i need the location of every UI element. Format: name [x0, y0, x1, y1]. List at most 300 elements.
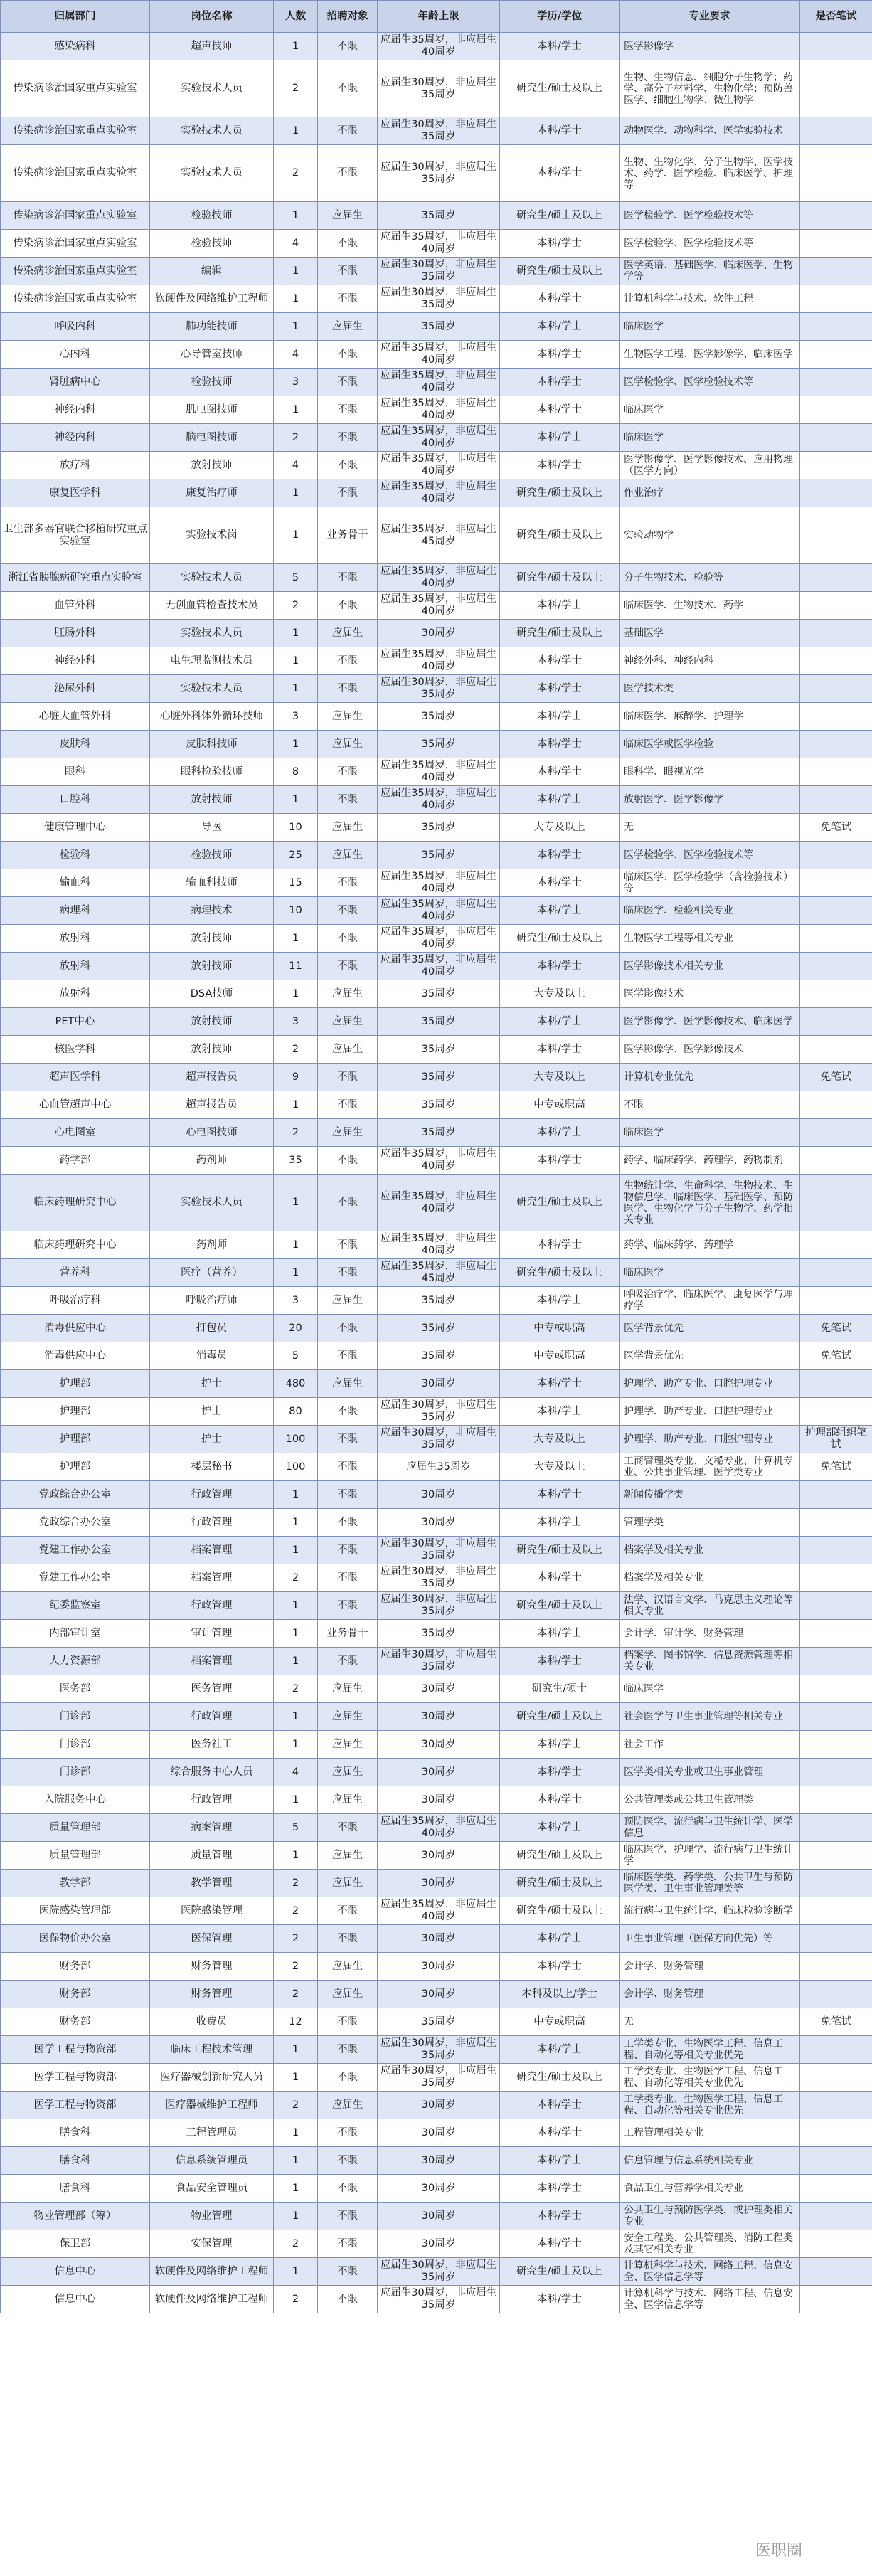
cell-major: 生物、生物化学、分子生物学、医学技术、药学、医学检验、临床医学、护理等: [620, 145, 800, 202]
cell-education: 本科/学士: [500, 1119, 620, 1147]
cell-major: 医学类相关专业或卫生事业管理: [620, 1759, 800, 1786]
cell-major: 临床医学: [620, 1675, 800, 1703]
cell-written-exam: [800, 675, 872, 703]
table-row: [1, 1259, 872, 1287]
cell-department: 超声医学科: [1, 1064, 150, 1091]
cell-count: 1: [274, 202, 318, 230]
cell-education: 研究生/硕士及以上: [500, 1842, 620, 1870]
cell-education: 大专及以上: [500, 1064, 620, 1091]
cell-age-limit: 30周岁: [378, 1675, 500, 1703]
cell-department: 内部审计室: [1, 1620, 150, 1648]
cell-age-limit: 30周岁: [378, 1953, 500, 1981]
cell-position: 脑电图技师: [150, 424, 274, 452]
cell-education: 大专及以上: [500, 1453, 620, 1481]
cell-department: 检验科: [1, 842, 150, 869]
cell-department: 保卫部: [1, 2230, 150, 2258]
cell-written-exam: [800, 897, 872, 925]
cell-age-limit: 应届生35周岁，非应届生40周岁: [378, 369, 500, 396]
table-row: [1, 1231, 872, 1259]
table-row: [1, 1675, 872, 1703]
cell-count: 1: [274, 647, 318, 675]
cell-age-limit: 应届生30周岁，非应届生35周岁: [378, 1592, 500, 1620]
cell-department: 心电图室: [1, 1119, 150, 1147]
cell-education: 本科/学士: [500, 953, 620, 980]
cell-education: 本科/学士: [500, 758, 620, 786]
cell-count: 1: [274, 731, 318, 758]
cell-written-exam: 免笔试: [800, 814, 872, 842]
cell-written-exam: [800, 703, 872, 731]
cell-major: 社会医学与卫生事业管理等相关专业: [620, 1703, 800, 1731]
cell-major: 流行病与卫生统计学、临床检验诊断学: [620, 1897, 800, 1925]
cell-target: 不限: [318, 925, 378, 953]
header-position: 岗位名称: [150, 1, 274, 33]
cell-count: 4: [274, 341, 318, 369]
cell-position: 皮肤科技师: [150, 731, 274, 758]
cell-position: 物业管理: [150, 2203, 274, 2230]
cell-department: PET中心: [1, 1008, 150, 1036]
cell-education: 本科/学士: [500, 1509, 620, 1537]
cell-major: 社会工作: [620, 1731, 800, 1759]
cell-education: 本科/学士: [500, 703, 620, 731]
header-age-limit: 年龄上限: [378, 1, 500, 33]
cell-major: 作业治疗: [620, 479, 800, 507]
cell-department: 呼吸治疗科: [1, 1287, 150, 1315]
cell-count: 2: [274, 2286, 318, 2313]
cell-written-exam: 免笔试: [800, 1453, 872, 1481]
cell-target: 不限: [318, 647, 378, 675]
cell-major: 神经外科、神经内科: [620, 647, 800, 675]
cell-written-exam: [800, 1953, 872, 1981]
cell-count: 100: [274, 1453, 318, 1481]
cell-education: 本科/学士: [500, 1147, 620, 1175]
cell-count: 1: [274, 2147, 318, 2175]
cell-major: 临床医学、生物技术、药学: [620, 592, 800, 620]
cell-education: 本科/学士: [500, 842, 620, 869]
cell-education: 本科/学士: [500, 1620, 620, 1648]
cell-department: 临床药理研究中心: [1, 1231, 150, 1259]
cell-position: 输血科技师: [150, 869, 274, 897]
cell-major: 临床医学: [620, 313, 800, 341]
table-row: [1, 1175, 872, 1231]
cell-count: 10: [274, 814, 318, 842]
cell-written-exam: 免笔试: [800, 1342, 872, 1370]
cell-target: 不限: [318, 1231, 378, 1259]
cell-count: 1: [274, 1731, 318, 1759]
cell-age-limit: 30周岁: [378, 1842, 500, 1870]
cell-target: 不限: [318, 1259, 378, 1287]
table-row: [1, 1315, 872, 1342]
cell-written-exam: [800, 1786, 872, 1814]
cell-written-exam: [800, 2119, 872, 2147]
table-row: [1, 1703, 872, 1731]
cell-position: 放射技师: [150, 953, 274, 980]
cell-target: 应届生: [318, 2092, 378, 2119]
table-row: [1, 2119, 872, 2147]
cell-age-limit: 30周岁: [378, 1925, 500, 1953]
cell-age-limit: 应届生35周岁，非应届生40周岁: [378, 1897, 500, 1925]
cell-major: 放射医学、医学影像学: [620, 786, 800, 814]
cell-major: 临床医学: [620, 396, 800, 424]
cell-written-exam: [800, 1481, 872, 1509]
cell-target: 应届生: [318, 814, 378, 842]
cell-education: 本科/学士: [500, 313, 620, 341]
cell-major: 医学影像学、医学影像技术: [620, 1036, 800, 1064]
cell-target: 不限: [318, 1897, 378, 1925]
cell-target: 不限: [318, 2286, 378, 2313]
cell-count: 1: [274, 1703, 318, 1731]
cell-department: 输血科: [1, 869, 150, 897]
cell-written-exam: [800, 1509, 872, 1537]
cell-position: 打包员: [150, 1315, 274, 1342]
cell-target: 不限: [318, 2119, 378, 2147]
cell-department: 门诊部: [1, 1731, 150, 1759]
cell-count: 10: [274, 897, 318, 925]
cell-target: 不限: [318, 258, 378, 285]
cell-position: 医务社工: [150, 1731, 274, 1759]
cell-position: 行政管理: [150, 1481, 274, 1509]
cell-target: 不限: [318, 1481, 378, 1509]
cell-target: 不限: [318, 1175, 378, 1231]
cell-major: 生物医学工程等相关专业: [620, 925, 800, 953]
cell-written-exam: [800, 2258, 872, 2286]
cell-age-limit: 应届生35周岁，非应届生40周岁: [378, 953, 500, 980]
cell-position: 行政管理: [150, 1786, 274, 1814]
cell-written-exam: [800, 369, 872, 396]
table-row: [1, 145, 872, 202]
cell-major: 工学类专业、生物医学工程、信息工程、自动化等相关专业优先: [620, 2092, 800, 2119]
cell-education: 本科/学士: [500, 285, 620, 313]
cell-major: 不限: [620, 1091, 800, 1119]
cell-position: 眼科检验技师: [150, 758, 274, 786]
cell-written-exam: [800, 60, 872, 117]
cell-age-limit: 35周岁: [378, 1620, 500, 1648]
cell-age-limit: 35周岁: [378, 1064, 500, 1091]
cell-age-limit: 30周岁: [378, 1509, 500, 1537]
cell-target: 不限: [318, 1925, 378, 1953]
cell-major: 计算机科学与技术、软件工程: [620, 285, 800, 313]
cell-count: 35: [274, 1147, 318, 1175]
cell-target: 不限: [318, 1814, 378, 1842]
cell-department: 人力资源部: [1, 1648, 150, 1675]
cell-education: 本科/学士: [500, 897, 620, 925]
cell-major: 计算机科学与技术、网络工程、信息安全、医学信息学等: [620, 2258, 800, 2286]
cell-position: 放射技师: [150, 925, 274, 953]
cell-department: 心脏大血管外科: [1, 703, 150, 731]
cell-department: 临床药理研究中心: [1, 1175, 150, 1231]
cell-education: 本科/学士: [500, 1008, 620, 1036]
cell-department: 口腔科: [1, 786, 150, 814]
table-row: [1, 1620, 872, 1648]
cell-department: 党建工作办公室: [1, 1564, 150, 1592]
cell-age-limit: 35周岁: [378, 731, 500, 758]
cell-age-limit: 应届生30周岁，非应届生35周岁: [378, 1398, 500, 1426]
table-row: [1, 452, 872, 479]
cell-position: 实验技术人员: [150, 60, 274, 117]
cell-target: 不限: [318, 1592, 378, 1620]
cell-position: 行政管理: [150, 1509, 274, 1537]
table-row: [1, 897, 872, 925]
cell-target: 应届生: [318, 842, 378, 869]
cell-target: 应届生: [318, 703, 378, 731]
cell-age-limit: 应届生30周岁，非应届生35周岁: [378, 2286, 500, 2313]
cell-position: 放射技师: [150, 786, 274, 814]
cell-count: 2: [274, 2092, 318, 2119]
cell-count: 2: [274, 1564, 318, 1592]
cell-department: 医务部: [1, 1675, 150, 1703]
cell-count: 1: [274, 117, 318, 145]
cell-position: 安保管理: [150, 2230, 274, 2258]
cell-written-exam: [800, 1175, 872, 1231]
table-row: [1, 396, 872, 424]
cell-position: 放射技师: [150, 452, 274, 479]
cell-written-exam: [800, 2203, 872, 2230]
cell-education: 大专及以上: [500, 814, 620, 842]
cell-age-limit: 30周岁: [378, 2203, 500, 2230]
cell-count: 9: [274, 1064, 318, 1091]
cell-position: 收费员: [150, 2008, 274, 2036]
cell-major: 档案学、图书馆学、信息资源管理等相关专业: [620, 1648, 800, 1675]
cell-age-limit: 应届生30周岁，非应届生35周岁: [378, 2064, 500, 2092]
cell-position: 导医: [150, 814, 274, 842]
cell-target: 不限: [318, 2064, 378, 2092]
header-count: 人数: [274, 1, 318, 33]
cell-target: 不限: [318, 786, 378, 814]
table-row: [1, 1008, 872, 1036]
cell-department: 传染病诊治国家重点实验室: [1, 60, 150, 117]
table-row: [1, 1537, 872, 1564]
cell-major: 临床医学: [620, 1259, 800, 1287]
cell-department: 药学部: [1, 1147, 150, 1175]
cell-target: 不限: [318, 1342, 378, 1370]
cell-position: 实验技术人员: [150, 620, 274, 647]
cell-written-exam: [800, 1008, 872, 1036]
cell-written-exam: [800, 313, 872, 341]
table-row: [1, 230, 872, 258]
cell-count: 1: [274, 1842, 318, 1870]
cell-education: 研究生/硕士及以上: [500, 564, 620, 592]
cell-target: 应届生: [318, 1731, 378, 1759]
cell-department: 入院服务中心: [1, 1786, 150, 1814]
cell-major: 工学类专业、生物医学工程、信息工程、自动化等相关专业优先: [620, 2036, 800, 2064]
cell-education: 研究生/硕士及以上: [500, 1175, 620, 1231]
cell-position: 检验技师: [150, 369, 274, 396]
header-department: 归属部门: [1, 1, 150, 33]
cell-department: 泌尿外科: [1, 675, 150, 703]
cell-age-limit: 30周岁: [378, 2092, 500, 2119]
cell-position: 编辑: [150, 258, 274, 285]
cell-written-exam: [800, 1147, 872, 1175]
table-row: [1, 703, 872, 731]
cell-position: 行政管理: [150, 1592, 274, 1620]
cell-count: 1: [274, 1509, 318, 1537]
cell-position: 超声技师: [150, 33, 274, 60]
cell-department: 膳食科: [1, 2147, 150, 2175]
cell-age-limit: 应届生30周岁，非应届生35周岁: [378, 1426, 500, 1453]
cell-department: 财务部: [1, 1981, 150, 2008]
cell-department: 呼吸内科: [1, 313, 150, 341]
cell-target: 不限: [318, 1147, 378, 1175]
cell-major: 临床医学类、药学类、公共卫生与预防医学类、卫生事业管理类等: [620, 1870, 800, 1897]
cell-age-limit: 30周岁: [378, 1981, 500, 2008]
cell-age-limit: 应届生30周岁，非应届生35周岁: [378, 2036, 500, 2064]
cell-major: 管理学类: [620, 1509, 800, 1537]
cell-major: 工学类专业、生物医学工程、信息工程、自动化等相关专业优先: [620, 2064, 800, 2092]
cell-department: 传染病诊治国家重点实验室: [1, 117, 150, 145]
cell-written-exam: [800, 1620, 872, 1648]
cell-count: 25: [274, 842, 318, 869]
cell-written-exam: [800, 1398, 872, 1426]
cell-position: 检验技师: [150, 230, 274, 258]
table-row: [1, 369, 872, 396]
cell-age-limit: 应届生35周岁，非应届生40周岁: [378, 592, 500, 620]
cell-position: 医院感染管理: [150, 1897, 274, 1925]
cell-written-exam: [800, 396, 872, 424]
cell-target: 不限: [318, 1509, 378, 1537]
cell-position: 档案管理: [150, 1537, 274, 1564]
cell-age-limit: 应届生30周岁，非应届生35周岁: [378, 1564, 500, 1592]
cell-written-exam: [800, 285, 872, 313]
cell-count: 4: [274, 452, 318, 479]
cell-major: 眼科学、眼视光学: [620, 758, 800, 786]
header-education: 学历/学位: [500, 1, 620, 33]
table-row: [1, 564, 872, 592]
table-row: [1, 117, 872, 145]
table-row: [1, 2036, 872, 2064]
cell-written-exam: [800, 1703, 872, 1731]
cell-department: 消毒供应中心: [1, 1315, 150, 1342]
table-row: [1, 1287, 872, 1315]
table-row: [1, 258, 872, 285]
cell-age-limit: 35周岁: [378, 202, 500, 230]
cell-major: 医学背景优先: [620, 1315, 800, 1342]
cell-age-limit: 35周岁: [378, 1287, 500, 1315]
cell-major: 会计学、审计学、财务管理: [620, 1620, 800, 1648]
cell-count: 1: [274, 258, 318, 285]
cell-education: 本科/学士: [500, 2119, 620, 2147]
cell-written-exam: [800, 1537, 872, 1564]
cell-position: 信息系统管理员: [150, 2147, 274, 2175]
cell-age-limit: 应届生35周岁，非应届生40周岁: [378, 925, 500, 953]
cell-education: 本科/学士: [500, 1814, 620, 1842]
cell-age-limit: 应届生35周岁，非应届生40周岁: [378, 452, 500, 479]
cell-position: 病案管理: [150, 1814, 274, 1842]
table-row: [1, 1481, 872, 1509]
cell-major: 医学影像学、医学影像技术、应用物理（医学方向）: [620, 452, 800, 479]
cell-education: 研究生/硕士及以上: [500, 620, 620, 647]
cell-position: 财务管理: [150, 1981, 274, 2008]
cell-target: 不限: [318, 1064, 378, 1091]
cell-age-limit: 应届生35周岁，非应届生40周岁: [378, 647, 500, 675]
cell-target: 不限: [318, 285, 378, 313]
cell-target: 不限: [318, 953, 378, 980]
cell-education: 研究生/硕士: [500, 1675, 620, 1703]
cell-department: 护理部: [1, 1453, 150, 1481]
cell-target: 不限: [318, 2036, 378, 2064]
cell-department: 神经内科: [1, 396, 150, 424]
cell-position: 护士: [150, 1370, 274, 1398]
cell-target: 应届生: [318, 1786, 378, 1814]
cell-position: DSA技师: [150, 980, 274, 1008]
cell-department: 放射科: [1, 980, 150, 1008]
cell-target: 应届生: [318, 1036, 378, 1064]
table-row: [1, 1786, 872, 1814]
cell-written-exam: [800, 758, 872, 786]
cell-count: 1: [274, 507, 318, 564]
cell-education: 本科/学士: [500, 647, 620, 675]
cell-major: 护理学、助产专业、口腔护理专业: [620, 1370, 800, 1398]
cell-written-exam: [800, 1842, 872, 1870]
cell-age-limit: 应届生35周岁，非应届生40周岁: [378, 869, 500, 897]
table-row: [1, 842, 872, 869]
cell-target: 应届生: [318, 620, 378, 647]
cell-position: 行政管理: [150, 1703, 274, 1731]
table-row: [1, 2203, 872, 2230]
cell-position: 检验技师: [150, 842, 274, 869]
cell-major: 药学、临床药学、药理学、药物制剂: [620, 1147, 800, 1175]
table-row: [1, 814, 872, 842]
cell-department: 放射科: [1, 953, 150, 980]
cell-position: 财务管理: [150, 1953, 274, 1981]
table-row: [1, 1897, 872, 1925]
cell-department: 门诊部: [1, 1703, 150, 1731]
watermark-text: 医职圈: [755, 2542, 803, 2560]
table-row: [1, 953, 872, 980]
cell-education: 研究生/硕士及以上: [500, 60, 620, 117]
cell-target: 不限: [318, 675, 378, 703]
table-row: [1, 1342, 872, 1370]
cell-count: 2: [274, 1119, 318, 1147]
cell-education: 本科/学士: [500, 1036, 620, 1064]
cell-count: 3: [274, 1008, 318, 1036]
cell-major: 生物医学工程、医学影像学、临床医学: [620, 341, 800, 369]
cell-major: 生物、生物信息、细胞分子生物学；药学、高分子材料学、生物化学；预防兽医学、细胞生物学、微生物学: [620, 60, 800, 117]
cell-department: 护理部: [1, 1370, 150, 1398]
cell-department: 浙江省胰腺病研究重点实验室: [1, 564, 150, 592]
header-written-exam: 是否笔试: [800, 1, 872, 33]
cell-age-limit: 应届生35周岁，非应届生40周岁: [378, 758, 500, 786]
cell-education: 研究生/硕士及以上: [500, 2064, 620, 2092]
cell-education: 大专及以上: [500, 980, 620, 1008]
cell-education: 本科/学士: [500, 1953, 620, 1981]
cell-count: 1: [274, 786, 318, 814]
cell-written-exam: [800, 117, 872, 145]
table-row: [1, 1370, 872, 1398]
cell-target: 应届生: [318, 1759, 378, 1786]
cell-education: 中专或职高: [500, 1091, 620, 1119]
cell-education: 本科/学士: [500, 1370, 620, 1398]
cell-age-limit: 30周岁: [378, 1759, 500, 1786]
table-row: [1, 2092, 872, 2119]
cell-written-exam: [800, 647, 872, 675]
cell-count: 1: [274, 285, 318, 313]
cell-position: 实验技术岗: [150, 507, 274, 564]
cell-department: 物业管理部（筹）: [1, 2203, 150, 2230]
cell-position: 楼层秘书: [150, 1453, 274, 1481]
cell-target: 不限: [318, 2147, 378, 2175]
cell-position: 实验技术人员: [150, 145, 274, 202]
cell-target: 不限: [318, 2230, 378, 2258]
table-row: [1, 1036, 872, 1064]
cell-education: 大专及以上: [500, 1426, 620, 1453]
table-row: [1, 1648, 872, 1675]
cell-written-exam: [800, 2230, 872, 2258]
cell-written-exam: [800, 1675, 872, 1703]
cell-written-exam: [800, 1925, 872, 1953]
cell-education: 本科/学士: [500, 1925, 620, 1953]
cell-target: 应届生: [318, 731, 378, 758]
cell-count: 1: [274, 1091, 318, 1119]
cell-target: 不限: [318, 592, 378, 620]
